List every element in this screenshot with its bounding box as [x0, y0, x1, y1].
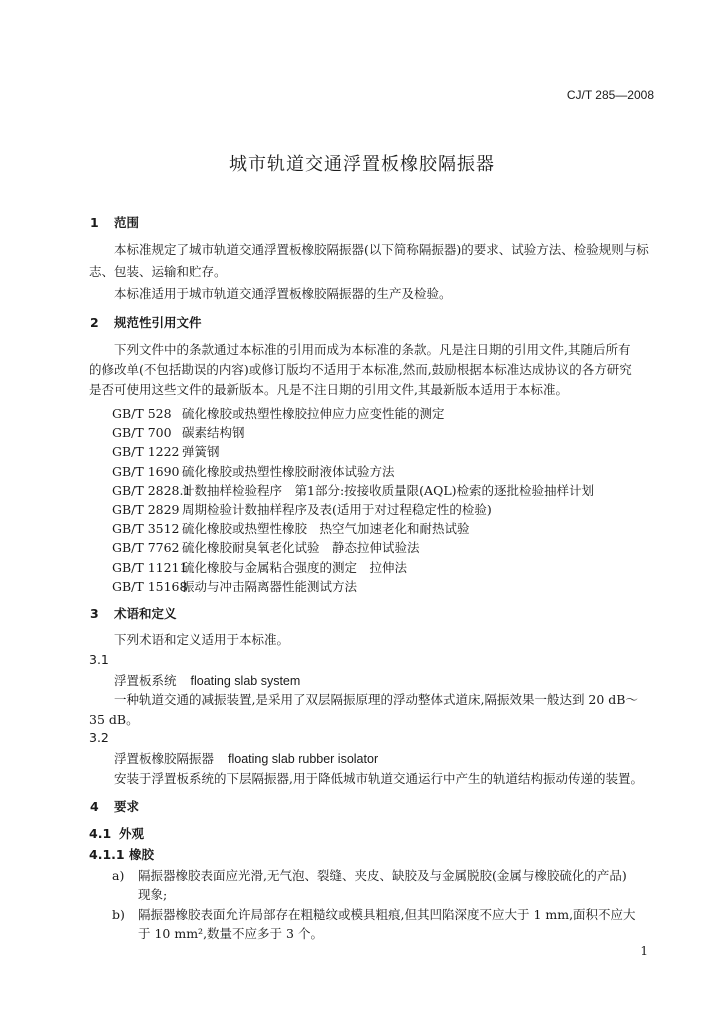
term-3-2-definition-line-1: 安装于浮置板系统的下层隔振器,用于降低城市轨道交通运行中产生的轨道结构振动传递的装置。	[114, 771, 643, 786]
reference-item	[112, 577, 594, 596]
reference-item	[112, 404, 594, 423]
list-item-line-2: 现象;	[138, 887, 168, 902]
section-number: 4	[90, 799, 99, 814]
scope-paragraph-1-line-2: 志、包装、运输和贮存。	[89, 264, 227, 279]
terms-intro: 下列术语和定义适用于本标准。	[114, 632, 290, 647]
term-3-1-definition-line-2: 35 dB。	[89, 712, 139, 727]
term-3-2-number: 3.2	[89, 730, 109, 745]
list-item-line-1: 隔振器橡胶表面允许局部存在粗糙纹或模具粗痕,但其凹陷深度不应大于 1 mm,面积不应大	[138, 907, 636, 922]
section-4-heading	[90, 797, 139, 815]
reference-code: GB/T 1222	[112, 444, 180, 460]
reference-item	[112, 481, 594, 500]
normative-intro-line-1: 下列文件中的条款通过本标准的引用而成为本标准的条款。凡是注日期的引用文件,其随后所有	[114, 342, 631, 357]
reference-code: GB/T 3512	[112, 521, 180, 537]
section-1-heading	[90, 213, 139, 231]
term-3-1-definition-line-1: 一种轨道交通的减振装置,是采用了双层隔振原理的浮动整体式道床,隔振效果一般达到 20 dB～	[114, 692, 638, 707]
reference-code: GB/T 11211	[112, 559, 188, 575]
reference-title: 碳素结构钢	[182, 425, 245, 441]
reference-title: 硫化橡胶或热塑性橡胶耐液体试验方法	[182, 463, 395, 479]
reference-code: GB/T 1690	[112, 463, 180, 479]
term-3-1-number: 3.1	[89, 652, 109, 667]
section-number: 1	[90, 215, 99, 230]
list-item-a	[112, 866, 658, 904]
section-title: 外观	[119, 826, 145, 841]
section-number: 4.1.1	[89, 847, 125, 862]
list-marker: a)	[112, 868, 125, 883]
reference-list	[112, 404, 594, 596]
section-title: 规范性引用文件	[114, 315, 202, 330]
reference-title: 硫化橡胶或热塑性橡胶拉伸应力应变性能的测定	[182, 406, 445, 421]
reference-title: 硫化橡胶或热塑性橡胶 热空气加速老化和耐热试验	[182, 521, 470, 537]
section-4-1-1-heading	[89, 845, 154, 863]
term-english: floating slab rubber isolator	[228, 752, 379, 766]
page-number: 1	[640, 944, 648, 958]
term-english: floating slab system	[190, 674, 301, 688]
term-chinese: 浮置板系统	[114, 673, 177, 688]
section-3-heading	[90, 604, 177, 622]
reference-title: 弹簧钢	[182, 444, 220, 460]
reference-title: 振动与冲击隔离器性能测试方法	[182, 578, 358, 594]
normative-intro-line-2: 的修改单(不包括勘误的内容)或修订版均不适用于本标准,然而,鼓励根据本标准达成协议的各方研究	[89, 362, 632, 377]
section-2-heading	[90, 313, 202, 331]
reference-title: 计数抽样检验程序 第1部分:按接收质量限(AQL)检索的逐批检验抽样计划	[182, 482, 594, 498]
reference-code: GB/T 7762	[112, 540, 180, 556]
reference-code: GB/T 528	[112, 406, 172, 421]
reference-code: GB/T 15168	[112, 578, 188, 594]
reference-item	[112, 558, 594, 577]
list-marker: b)	[112, 907, 125, 922]
section-number: 2	[90, 315, 99, 330]
section-4-1-heading	[89, 824, 144, 842]
list-item-line-2: 于 10 mm²,数量不应多于 3 个。	[138, 926, 323, 941]
reference-item	[112, 500, 594, 519]
document-title: 城市轨道交通浮置板橡胶隔振器	[229, 154, 495, 175]
scope-paragraph-1-line-1: 本标准规定了城市轨道交通浮置板橡胶隔振器(以下简称隔振器)的要求、试验方法、检验规则与标	[114, 242, 649, 257]
reference-item	[112, 519, 594, 538]
normative-intro-line-3: 是否可使用这些文件的最新版本。凡是不注日期的引用文件,其最新版本适用于本标准。	[89, 382, 568, 397]
reference-title: 硫化橡胶与金属粘合强度的测定 拉伸法	[182, 559, 408, 575]
list-item-line-1: 隔振器橡胶表面应光滑,无气泡、裂缝、夹皮、缺胶及与金属脱胶(金属与橡胶硫化的产品)	[138, 868, 627, 883]
reference-item	[112, 423, 594, 442]
term-3-1-heading	[114, 671, 300, 689]
scope-paragraph-2: 本标准适用于城市轨道交通浮置板橡胶隔振器的生产及检验。	[114, 286, 452, 301]
reference-item	[112, 538, 594, 557]
reference-code: GB/T 2829	[112, 502, 180, 518]
list-item-b	[112, 905, 658, 943]
reference-title: 周期检验计数抽样程序及表(适用于对过程稳定性的检验)	[182, 502, 492, 518]
section-title: 要求	[114, 799, 140, 814]
section-number: 3	[90, 606, 99, 621]
reference-code: GB/T 2828.1	[112, 482, 192, 498]
reference-title: 硫化橡胶耐臭氧老化试验 静态拉伸试验法	[182, 540, 420, 556]
reference-item	[112, 442, 594, 461]
section-title: 范围	[114, 215, 140, 230]
term-chinese: 浮置板橡胶隔振器	[114, 751, 215, 766]
reference-code: GB/T 700	[112, 425, 172, 441]
reference-item	[112, 462, 594, 481]
standard-code: CJ/T 285—2008	[566, 88, 654, 102]
section-title: 橡胶	[129, 847, 155, 862]
section-title: 术语和定义	[114, 606, 177, 621]
section-number: 4.1	[89, 826, 112, 841]
term-3-2-heading	[114, 749, 378, 767]
